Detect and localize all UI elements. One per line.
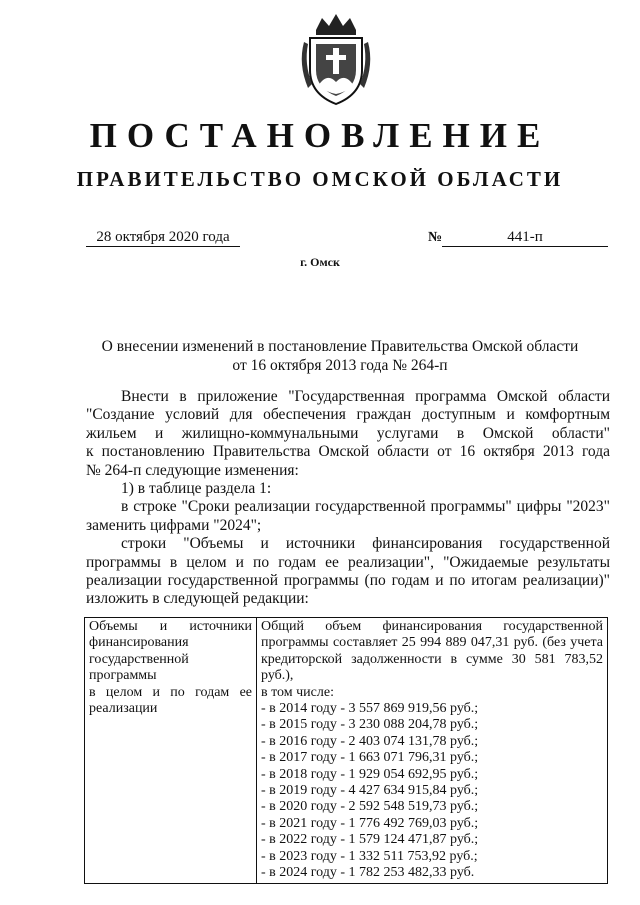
cell-line: реализации — [89, 701, 158, 717]
year-amount: - в 2021 году - 1 776 492 769,03 руб.; — [261, 815, 479, 831]
year-amount: - в 2014 году - 3 557 869 919,56 руб.; — [261, 701, 479, 717]
year-amount: - в 2024 году - 1 782 253 482,33 руб. — [261, 865, 475, 881]
year-amount: - в 2022 году - 1 579 124 471,87 руб.; — [261, 832, 479, 848]
cell-line: в том числе: — [261, 684, 334, 700]
body-line: № 264-п следующие изменения: — [86, 461, 299, 479]
year-amount: - в 2015 году - 3 230 088 204,78 руб.; — [261, 717, 479, 733]
cell-line: программы составляет 25 994 889 047,31 руб. (без учета — [261, 635, 603, 651]
document-title: ПОСТАНОВЛЕНИЕ — [89, 116, 551, 155]
number-label: № — [428, 230, 443, 245]
body-line: программы в целом и по годам ее реализации", "Ожидаемые результаты — [86, 553, 610, 571]
document-body — [86, 388, 610, 609]
year-amount: - в 2020 году - 2 592 548 519,73 руб.; — [261, 799, 479, 815]
financing-label-cell — [85, 618, 257, 884]
subject-line: от 16 октября 2013 года № 264-п — [232, 357, 448, 374]
cell-line: в целом и по годам ее — [89, 684, 252, 700]
body-line: реализации государственной программы (по годам и по итогам реализации)" — [86, 572, 610, 590]
body-line: к постановлению Правительства Омской области от 16 октября 2013 года — [86, 443, 610, 461]
financing-value-cell — [257, 618, 608, 884]
issuer-name: ПРАВИТЕЛЬСТВО ОМСКОЙ ОБЛАСТИ — [76, 167, 564, 191]
cell-line: Общий объем финансирования государственной — [261, 619, 603, 634]
document-city: г. Омск — [300, 255, 340, 269]
financing-table — [84, 617, 608, 884]
year-amount: - в 2017 году - 1 663 071 796,31 руб.; — [261, 750, 479, 766]
body-line: изложить в следующей редакции: — [86, 590, 309, 608]
year-amount: - в 2023 году - 1 332 511 753,92 руб.; — [261, 848, 478, 864]
cell-line: финансирования — [89, 635, 189, 651]
cell-line: кредиторской задолженности в сумме 30 581 783,52 руб.), — [261, 651, 603, 684]
cell-line: Объемы и источники — [89, 619, 252, 634]
year-amount: - в 2019 году - 4 427 634 915,84 руб.; — [261, 783, 479, 799]
document-number: 441-п — [442, 228, 608, 247]
document-date: 28 октября 2020 года — [86, 228, 240, 247]
body-line: жильем и жилищно-коммунальными услугами в Омской области" — [86, 424, 610, 442]
body-line: "Создание условий для обеспечения граждан доступным и комфортным — [86, 406, 610, 424]
year-amount: - в 2018 году - 1 929 054 692,95 руб.; — [261, 766, 479, 782]
body-line: 1) в таблице раздела 1: — [121, 480, 272, 498]
body-line: строки "Объемы и источники финансирования государственной — [121, 535, 610, 553]
body-line: в строке "Сроки реализации государственной программы" цифры "2023" — [121, 498, 610, 516]
year-amount: - в 2016 году - 2 403 074 131,78 руб.; — [261, 733, 479, 749]
subject-line: О внесении изменений в постановление Правительства Омской области — [101, 338, 579, 355]
body-line: заменить цифрами "2024"; — [86, 516, 262, 534]
coat-of-arms-icon — [296, 8, 376, 108]
table-row — [85, 618, 608, 884]
document-subject — [90, 337, 590, 375]
cell-line: государственной программы — [89, 651, 189, 684]
body-line: Внести в приложение "Государственная программа Омской области — [121, 388, 610, 405]
